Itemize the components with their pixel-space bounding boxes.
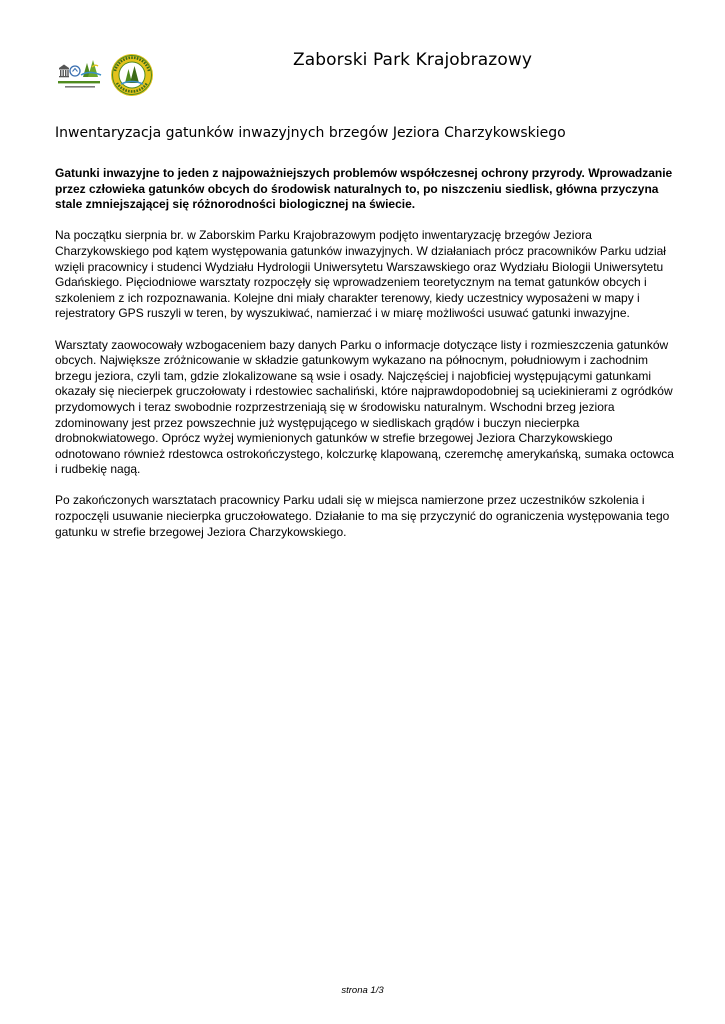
- article-paragraph-2: Warsztaty zaowocowały wzbogaceniem bazy danych Parku o informacje dotyczące listy i rozmieszczenia gatunków obcych. Największe zróżnicowanie w składzie gatunkowym wykazano na północnym, południowym i zachodnim brzegu jeziora, czyli tam, gdzie zlokalizowane są wsie i osady. Najczęściej i najobficiej występującymi gatunkami okazały się niecierpek gruczołowaty i rdestowiec sachaliński, które najprawdopodobniej są uciekinierami z ogródków przydomowych i teraz swobodnie rozprzestrzeniają się w środowisku naturalnym. Wschodni brzeg jeziora zdominowany jest przez powszechnie już występującego w siedliskach grądów i buczyn niecierpka drobnokwiatowego. Oprócz wyżej wymienionych gatunków w strefie brzegowej Jeziora Charzykowskiego odnotowano również rdestowca ostrokończystego, kolczurkę klapowaną, czeremchę amerykańską, sumaka octowca i rudbekię nagą.: [55, 337, 674, 477]
- page-number: strona 1/3: [341, 985, 384, 996]
- article-body: [55, 166, 675, 556]
- article-lead: Gatunki inwazyjne to jeden z najpoważniejszych problemów współczesnej ochrony przyrody. Wprowadzanie przez człowieka gatunków obcych do środowisk naturalnych to, po niszczeniu siedlisk, główna przyczyna stale zmniejszającej się różnorodności biologicznej na świecie.: [55, 166, 673, 212]
- park-emblem-logo: [111, 54, 153, 96]
- biosphere-reserve-logo: [58, 60, 101, 88]
- article-title: Inwentaryzacja gatunków inwazyjnych brzegów Jeziora Charzykowskiego: [55, 125, 566, 141]
- article-paragraph-3: Po zakończonych warsztatach pracownicy Parku udali się w miejsca namierzone przez uczestników szkolenia i rozpoczęli usuwanie niecierpka gruczołowatego. Działanie to ma się przyczynić do ograniczenia występowania tego gatunku w strefie brzegowej Jeziora Charzykowskiego.: [55, 493, 670, 539]
- article-paragraph-1: Na początku sierpnia br. w Zaborskim Parku Krajobrazowym podjęto inwentaryzację brzegów Jeziora Charzykowskiego pod kątem występowania gatunków inwazyjnych. W działaniach prócz pracowników Parku udział wzięli pracownicy i studenci Wydziału Hydrologii Uniwersytetu Warszawskiego oraz Wydziału Biologii Uniwersytetu Gdańskiego. Pięciodniowe warsztaty rozpoczęły się wprowadzeniem teoretycznym na temat gatunków obcych i szkoleniem z ich rozpoznawania. Kolejne dni miały charakter terenowy, kiedy uczestnicy wyposażeni w mapy i rejestratory GPS ruszyli w teren, by wyszukiwać, namierzać i w miarę możliwości usuwać gatunki inwazyjne.: [55, 228, 666, 321]
- logo-group: [57, 53, 157, 101]
- header-logos: [57, 53, 157, 101]
- site-title: Zaborski Park Krajobrazowy: [293, 50, 532, 70]
